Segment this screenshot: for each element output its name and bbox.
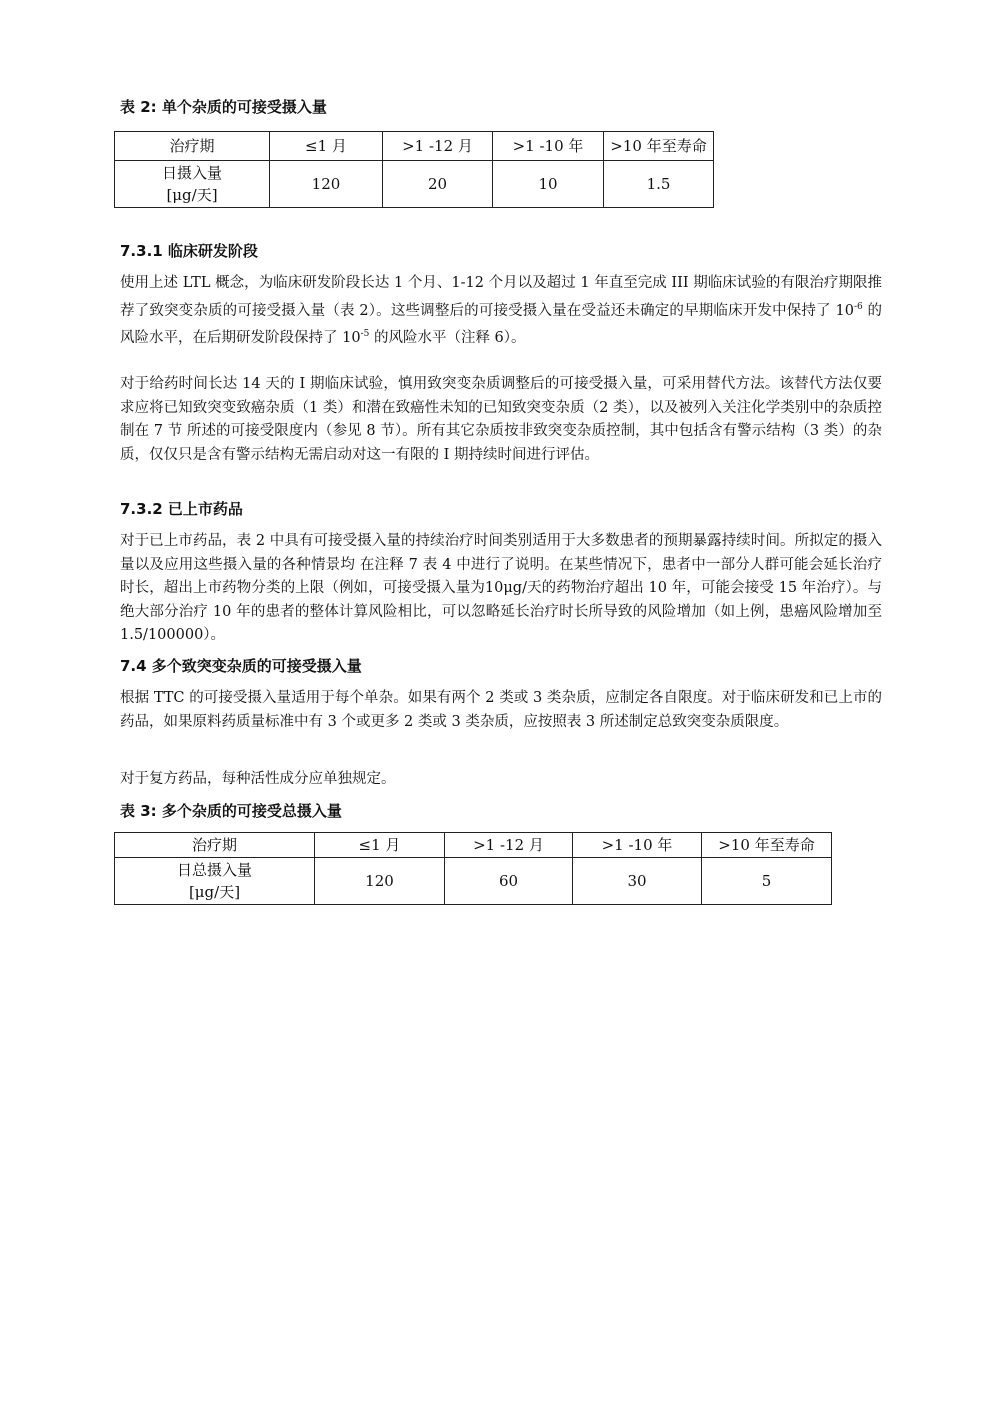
table3-header-cell: >1 -10 年 bbox=[573, 833, 702, 858]
table2 bbox=[114, 131, 714, 208]
superscript-exponent: -6 bbox=[853, 301, 863, 312]
table3-header-cell: 治疗期 bbox=[115, 833, 315, 858]
table3-header-cell: >10 年至寿命 bbox=[702, 833, 832, 858]
table2-value-cell: 120 bbox=[270, 161, 383, 208]
section-7-3-1-paragraph-1 bbox=[120, 272, 882, 350]
section-7-3-1-p1-text-a: 使用上述 LTL 概念，为临床研发阶段长达 1 个月、1-12 个月以及超过 1 年直至完成 III 期临床试验的有限治疗期限推荐了致突变杂质的可接受摄入量（表 2）。这些调整后的可接受摄入量在受益还未确定的早期临床开发中保持了 10 bbox=[120, 275, 882, 319]
table2-value-cell: 10 bbox=[493, 161, 604, 208]
table3-value-cell: 60 bbox=[445, 858, 573, 905]
table3-header-cell: >1 -12 月 bbox=[445, 833, 573, 858]
table2-value-cell: 1.5 bbox=[604, 161, 714, 208]
table2-data-row bbox=[115, 161, 714, 208]
table3-row-label-line1: 日总摄入量 bbox=[176, 861, 252, 879]
table3-caption: 表 3: 多个杂质的可接受总摄入量 bbox=[120, 802, 342, 820]
table2-row-label-line2: [μg/天] bbox=[166, 186, 218, 204]
section-7-3-1-paragraph-2: 对于给药时间长达 14 天的 I 期临床试验，慎用致突变杂质调整后的可接受摄入量，可采用替代方法。该替代方法仅要求应将已知致突变致癌杂质（1 类）和潜在致癌性未知的已知致突变杂质（2 类），以及被列入关注化学类别中的杂质控制在 7 节 所述的可接受限度内（参见 8 节）。所有其它杂质按非致突变杂质控制，其中包括含有警示结构（3 类）的杂质，仅仅只是含有警示结构无需启动对这一有限的 I 期持续时间进行评估。 bbox=[120, 376, 882, 463]
section-7-3-1-p1-text-c: 的风险水平（注释 6）。 bbox=[369, 329, 526, 346]
section-7-4-paragraph-1: 根据 TTC 的可接受摄入量适用于每个单杂。如果有两个 2 类或 3 类杂质，应制定各自限度。对于临床研发和已上市的药品，如果原料药质量标准中有 3 个或更多 2 类或 3 类杂质，应按照表 3 所述制定总致突变杂质限度。 bbox=[120, 690, 882, 730]
section-7-3-1-heading: 7.3.1 临床研发阶段 bbox=[120, 242, 258, 260]
table2-caption: 表 2: 单个杂质的可接受摄入量 bbox=[120, 98, 327, 116]
table2-value-cell: 20 bbox=[383, 161, 493, 208]
table3-value-cell: 30 bbox=[573, 858, 702, 905]
table3-value-cell: 5 bbox=[702, 858, 832, 905]
table2-header-cell: >10 年至寿命 bbox=[604, 132, 714, 161]
section-7-4-paragraph-2: 对于复方药品，每种活性成分应单独规定。 bbox=[120, 771, 396, 787]
table2-header-cell: >1 -12 月 bbox=[383, 132, 493, 161]
table3-value-cell: 120 bbox=[315, 858, 445, 905]
table2-header-cell: >1 -10 年 bbox=[493, 132, 604, 161]
table3-header-cell: ≤1 月 bbox=[315, 833, 445, 858]
table2-row-label-line1: 日摄入量 bbox=[161, 164, 222, 182]
table3-data-row bbox=[115, 858, 832, 905]
table3-row-label bbox=[115, 858, 315, 905]
superscript-exponent: -5 bbox=[360, 329, 370, 340]
table3-header-row bbox=[115, 833, 832, 858]
section-7-3-1-p1-text-b: 的风险水平，在后期研发阶段保持了 10 bbox=[120, 302, 883, 346]
section-7-3-2-paragraph-1: 对于已上市药品，表 2 中具有可接受摄入量的持续治疗时间类别适用于大多数患者的预期暴露持续时间。所拟定的摄入量以及应用这些摄入量的各种情景均 在注释 7 表 4 中进行了说明。在某些情况下，患者中一部分人群可能会延长治疗时长，超出上市药物分类的上限（例如，可接受摄入量为10μg/天的药物治疗超出 10 年，可能会接受 15 年治疗）。与绝大部分治疗 10 年的患者的整体计算风险相比，可以忽略延长治疗时长所导致的风险增加（如上例，患癌风险增加至 1.5/100000）。 bbox=[120, 533, 882, 644]
table3 bbox=[114, 832, 832, 905]
table2-row-label bbox=[115, 161, 270, 208]
table2-header-row bbox=[115, 132, 714, 161]
section-7-3-2-heading: 7.3.2 已上市药品 bbox=[120, 500, 243, 518]
table2-header-cell: 治疗期 bbox=[115, 132, 270, 161]
section-7-4-heading: 7.4 多个致突变杂质的可接受摄入量 bbox=[120, 657, 362, 675]
table3-row-label-line2: [μg/天] bbox=[188, 883, 241, 901]
table2-header-cell: ≤1 月 bbox=[270, 132, 383, 161]
